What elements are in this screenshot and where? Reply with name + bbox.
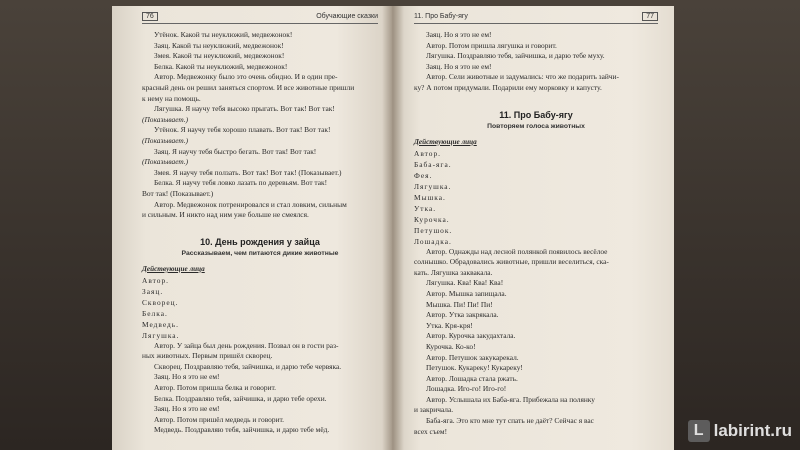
dramatis-label-left: Действующие лица	[142, 264, 205, 273]
text-line: Лягушка. Поздравляю тебя, зайчишка, и дарю тебе муху.	[426, 51, 605, 61]
text-line: красный день он решил заняться спортом. И все животные пришли	[142, 82, 355, 92]
left-text-bottom	[142, 341, 378, 436]
right-page-number: 77	[642, 12, 658, 21]
cast-item: Мышка.	[414, 192, 446, 202]
left-page-number: 76	[142, 12, 158, 21]
cast-item: Заяц.	[142, 286, 164, 296]
text-line: Заяц. Но я это не ем!	[154, 404, 220, 414]
text-line: Змея. Я научу тебя ползать. Вот так! Вот так! (Показывает.)	[154, 167, 342, 177]
cast-item: Петушок.	[414, 225, 453, 235]
text-line: Автор. Курочка закудахтала.	[426, 331, 516, 341]
text-line: Заяц. Но я это не ем!	[426, 61, 492, 71]
cast-item: Лошадка.	[414, 236, 452, 246]
open-book	[112, 6, 672, 450]
text-line: Медведь. Поздравляю тебя, зайчишка, и дарю тебе мёд.	[154, 425, 330, 435]
section-subtitle-10: Рассказываем, чем питаются дикие животные	[181, 249, 339, 257]
dramatis-label-right: Действующие лица	[414, 137, 477, 146]
right-running-header: 11. Про Бабу-ягу	[414, 13, 468, 20]
cast-item: Баба-яга.	[414, 159, 452, 169]
cast-item: Белка.	[142, 308, 168, 318]
right-page	[392, 6, 674, 450]
text-line: Автор. У зайца был день рождения. Позвал он в гости раз-	[154, 340, 339, 350]
text-line: солнышко. Обрадовались животные, пришли веселиться, ска-	[414, 257, 609, 267]
text-line: к нему на помощь.	[142, 93, 201, 103]
left-text-top	[142, 30, 378, 221]
text-line: (Показывает.)	[142, 157, 189, 167]
cast-item: Утка.	[414, 203, 437, 213]
watermark-text: labirint.ru	[713, 421, 792, 440]
section-subtitle-11: Повторяем голоса животных	[487, 122, 585, 130]
left-page-header	[142, 12, 378, 24]
text-line: Заяц. Какой ты неуклюжий, медвежонок!	[154, 40, 284, 50]
text-line: Петушок. Кукареку! Кукареку!	[426, 363, 523, 373]
text-line: кать. Лягушка заквакала.	[414, 267, 493, 277]
text-line: Вот так! (Показывает.)	[142, 188, 214, 198]
cast-item: Медведь.	[142, 319, 180, 329]
cast-list-right	[414, 148, 658, 247]
left-running-header: Обучающие сказки	[316, 13, 378, 20]
cast-item: Курочка.	[414, 214, 450, 224]
text-line: Утёнок. Я научу тебя хорошо плавать. Вот так! Вот так!	[154, 125, 331, 135]
text-line: (Показывает.)	[142, 135, 189, 145]
text-line: Автор. Услышала их Баба-яга. Прибежала на полянку	[426, 394, 595, 404]
labirint-logo-icon: L	[688, 420, 710, 442]
text-line: Заяц. Я научу тебя быстро бегать. Вот так! Вот так!	[154, 146, 317, 156]
text-line: Автор. Потом пришёл медведь и говорит.	[154, 414, 284, 424]
section-title-11: 11. Про Бабу-ягу	[499, 109, 573, 120]
text-line: Баба-яга. Это кто мне тут спать не даёт? Сейчас я вас	[426, 416, 594, 426]
text-line: (Показывает.)	[142, 114, 189, 124]
right-text-bottom	[414, 247, 658, 438]
text-line: Курочка. Ко-ко!	[426, 341, 476, 351]
watermark	[688, 420, 792, 442]
text-line: Белка. Поздравляю тебя, зайчишка, и дарю тебе орехи.	[154, 393, 327, 403]
text-line: Автор. Сели животные и задумались: что же подарить зайчи-	[426, 72, 619, 82]
text-line: Автор. Потом пришла белка и говорит.	[154, 383, 277, 393]
text-line: и закричала.	[414, 405, 454, 415]
text-line: Змея. Какой ты неуклюжий, медвежонок!	[154, 51, 285, 61]
text-line: Утка. Кря-кря!	[426, 320, 473, 330]
cast-item: Лягушка.	[142, 330, 180, 340]
text-line: Лягушка. Ква! Ква! Ква!	[426, 278, 504, 288]
text-line: Белка. Я научу тебя ловко лазать по деревьям. Вот так!	[154, 178, 328, 188]
cast-item: Скворец.	[142, 297, 179, 307]
text-line: Автор. Петушок закукарекал.	[426, 352, 519, 362]
text-line: ку? А потом придумали. Подарили ему морковку и капусту.	[414, 82, 602, 92]
right-page-header	[414, 12, 658, 24]
text-line: и сильным. И никто над ним уже больше не смеялся.	[142, 210, 309, 220]
text-line: Утёнок. Какой ты неуклюжий, медвежонок!	[154, 30, 293, 39]
book-gutter	[382, 6, 404, 450]
text-line: Автор. Однажды над лесной полянкой появилось весёлое	[426, 246, 608, 256]
text-line: Автор. Лошадка стала ржать.	[426, 373, 518, 383]
right-text-top	[414, 30, 658, 94]
cast-item: Фея.	[414, 170, 433, 180]
text-line: Лягушка. Я научу тебя высоко прыгать. Вот так! Вот так!	[154, 104, 335, 114]
cast-item: Автор.	[142, 275, 170, 285]
text-line: Заяц. Но я это не ем!	[426, 30, 492, 39]
text-line: Лошадка. Иго-го! Иго-го!	[426, 384, 507, 394]
cast-item: Автор.	[414, 148, 442, 158]
text-line: Белка. Какой ты неуклюжий, медвежонок!	[154, 61, 288, 71]
text-line: Заяц. Но я это не ем!	[154, 372, 220, 382]
text-line: ных животных. Первым пришёл скворец.	[142, 351, 273, 361]
section-title-10: 10. День рождения у зайца	[200, 236, 320, 247]
text-line: Автор. Медвежонку было это очень обидно. И в один пре-	[154, 72, 338, 82]
cast-list-left	[142, 275, 378, 341]
text-line: всех съем!	[414, 426, 448, 436]
left-page	[112, 6, 392, 450]
text-line: Автор. Медвежонок потренировался и стал ловким, сильным	[154, 199, 347, 209]
text-line: Автор. Мышка запищала.	[426, 288, 507, 298]
cast-item: Лягушка.	[414, 181, 452, 191]
text-line: Автор. Потом пришла лягушка и говорит.	[426, 40, 557, 50]
text-line: Автор. Утка закрякала.	[426, 310, 499, 320]
text-line: Скворец. Поздравляю тебя, зайчишка, и дарю тебе червяка.	[154, 361, 342, 371]
text-line: Мышка. Пи! Пи! Пи!	[426, 299, 493, 309]
